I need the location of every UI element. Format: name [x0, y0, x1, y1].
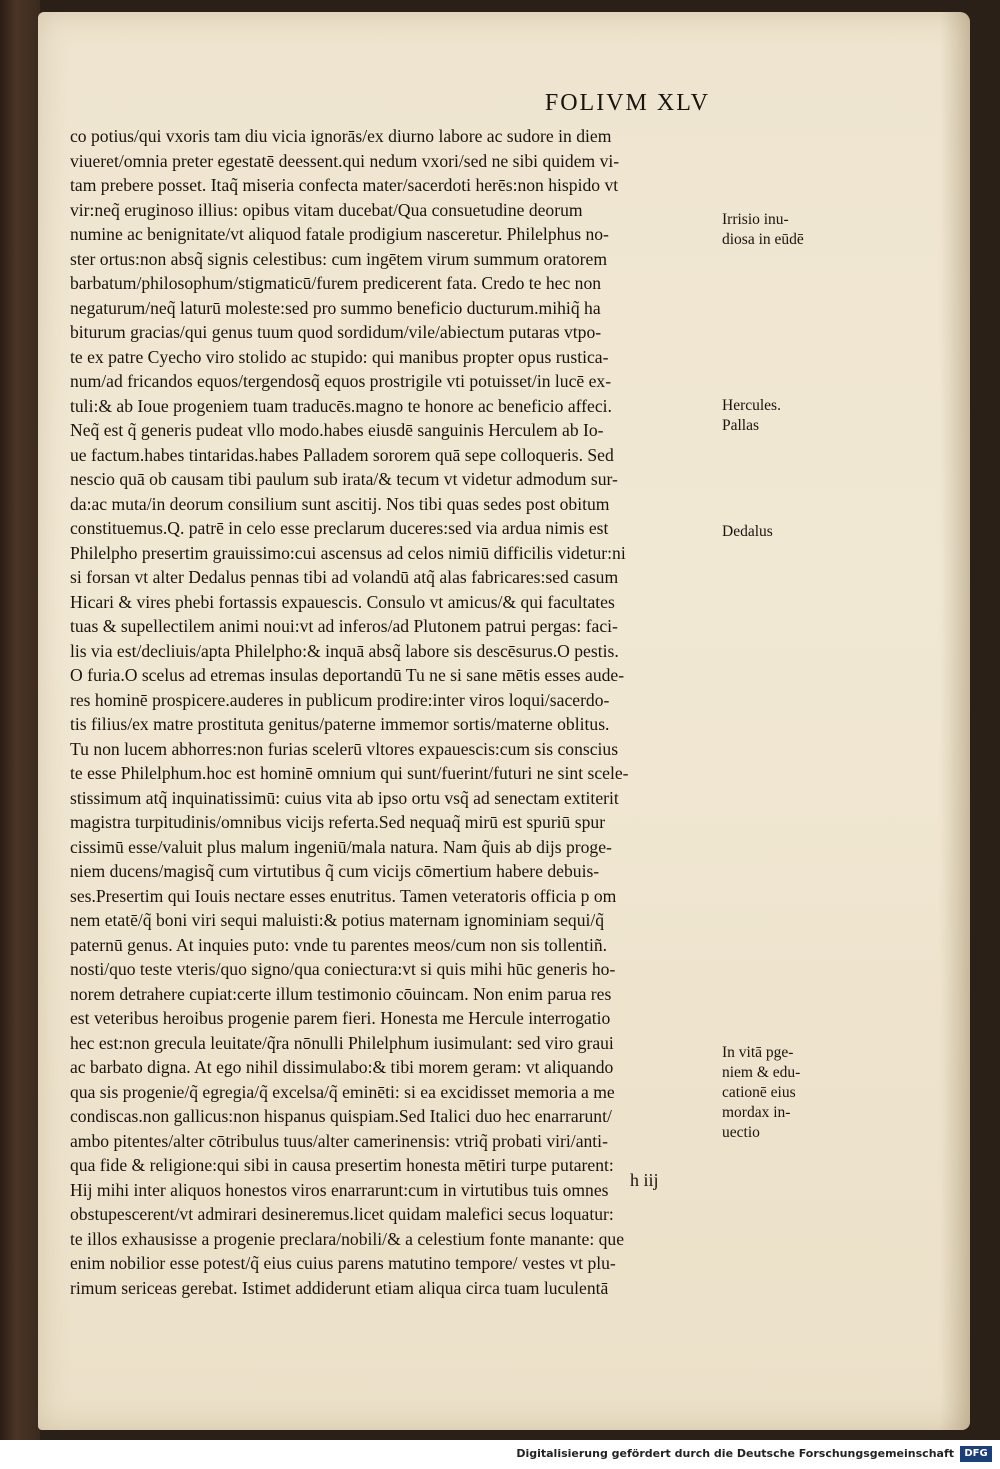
text-line: qua sis progenie/q̃ egregia/q̃ excelsa/q̃ eminēti: si ea excidisset memoria a me	[70, 1081, 615, 1102]
text-line: niem ducens/magisq̃ cum virtutibus q̃ cum vicijs cōmertium habere debuis-	[70, 861, 600, 881]
marginal-note-dedalus	[722, 522, 832, 542]
marginal-note-irrisio	[722, 210, 832, 250]
text-line: tam prebere posset. Itaq̃ miseria confecta mater/sacerdoti herēs:non hispido vt	[70, 175, 619, 195]
text-line: num/ad fricandos equos/tergendosq̃ equos prostrigile vti potuisset/in lucē ex-	[70, 371, 612, 391]
text-line: vir:neq̃ eruginoso illius: opibus vitam ducebat/Qua consuetudine deorum	[70, 199, 583, 220]
marginal-line: niem & edu-	[722, 1064, 801, 1081]
text-line: Hij mihi inter aliquos honestos viros enarrarunt:cum in virtutibus tuis omnes	[70, 1179, 609, 1200]
page-edge-shadow	[940, 12, 970, 1430]
text-line: lis via est/decliuis/apta Philelpho:& inquā absq̃ labore sis descēsurus.O pestis.	[70, 640, 619, 661]
text-line: negaturum/neq̃ laturū moleste:sed pro summo beneficio ducturum.mihiq̃ ha	[70, 297, 601, 318]
body-text	[70, 124, 718, 1300]
marginal-line: diosa in eūdē	[722, 231, 804, 248]
text-line: nem etatē/q̃ boni viri sequi maluisti:& potius maternam ignominiam sequi/q̃	[70, 910, 605, 930]
text-line: O furia.O scelus ad etremas insulas deportandū Tu ne si sane mētis esses aude-	[70, 665, 625, 685]
text-line: viueret/omnia preter egestatē deessent.qui nedum vxori/sed ne sibi quidem vi-	[70, 150, 620, 171]
marginal-line: uectio	[722, 1124, 760, 1141]
text-line: Tu non lucem abhorres:non furias scelerū vltores expauescis:cum sis conscius	[70, 738, 619, 759]
text-line: magistra turpitudinis/omnibus vicijs referta.Sed nequaq̃ mirū est spuriū spur	[70, 812, 606, 832]
text-line: te esse Philelphum.hoc est hominē omnium qui sunt/fuerint/futuri ne sint scele-	[70, 763, 629, 783]
text-line: enim nobilior esse potest/q̃ eius cuius parens matutino tempore/ vestes vt plu-	[70, 1253, 616, 1273]
marginal-line: Irrisio inu-	[722, 211, 789, 228]
dfg-logo-icon: DFG	[960, 1446, 992, 1462]
text-line: norem detrahere cupiat:certe illum testimonio cōuincam. Non enim parua res	[70, 983, 612, 1004]
text-line: co potius/qui vxoris tam diu vicia ignorās/ex diurno labore ac sudore in diem	[70, 126, 612, 146]
text-line: ses.Presertim qui Iouis nectare esses enutritus. Tamen veteratoris officia p om	[70, 885, 617, 906]
text-line: tuli:& ab Ioue progeniem tuam traducēs.magno te honore ac beneficio affeci.	[70, 395, 612, 416]
text-line: te illos exhausisse a progenie preclara/nobili/& a celestium fonte manante: que	[70, 1228, 625, 1249]
text-line: ambo pitentes/alter cōtribulus tuus/alter camerinensis: vtriq̃ probati viri/anti-	[70, 1130, 608, 1151]
marginal-line: mordax in-	[722, 1104, 791, 1121]
text-line: constituemus.Q. patrē in celo esse preclarum duceres:sed via ardua nimis est	[70, 518, 609, 538]
text-line: tuas & supellectilem animi noui:vt ad inferos/ad Plutonem patrui pergas: faci-	[70, 616, 618, 636]
text-line: res hominē prospicere.auderes in publicum prodire:inter viros loqui/sacerdo-	[70, 689, 610, 710]
text-line: ue factum.habes tintaridas.habes Palladem sororem quā sepe colloqueris. Sed	[70, 444, 614, 465]
text-line: condiscas.non gallicus:non hispanus quispiam.Sed Italici duo hec enarrarunt/	[70, 1106, 612, 1126]
book-cover-edge	[0, 0, 40, 1440]
text-line: obstupescerent/vt admirari desineremus.licet quidam malefici secus loquatur:	[70, 1204, 614, 1224]
marginal-line: cationē eius	[722, 1084, 796, 1101]
marginal-note-hercules	[722, 396, 832, 436]
text-line: te ex patre Cyecho viro stolido ac stupido: qui manibus propter opus rustica-	[70, 346, 609, 367]
text-line: nosti/quo teste vteris/quo signo/qua coniectura:vt si quis mihi hūc generis ho-	[70, 959, 616, 979]
text-line: numine ac benignitate/vt aliquod fatale prodigium nasceretur. Philelphus no-	[70, 224, 609, 244]
text-line: Philelpho presertim grauissimo:cui ascensus ad celos nimiū difficilis videtur:ni	[70, 542, 626, 563]
marginal-line: Hercules.	[722, 397, 781, 414]
marginal-line: Dedalus	[722, 523, 773, 540]
text-line: biturum gracias/qui genus tuum quod sordidum/vile/abiectum putaras vtpo-	[70, 322, 602, 342]
text-line: si forsan vt alter Dedalus pennas tibi ad volandū atq̃ alas fabricares:sed casum	[70, 567, 619, 587]
text-line: cissimū esse/valuit plus malum ingeniū/mala natura. Nam q̃uis ab dijs proge-	[70, 836, 612, 857]
marginal-line: In vitā pge-	[722, 1044, 794, 1061]
text-line: barbatum/philosophum/stigmaticū/furem predicerent fata. Credo te hec non	[70, 273, 602, 293]
text-line: Hicari & vires phebi fortassis expauescis. Consulo vt amicus/& qui facultates	[70, 591, 615, 612]
footer-funding-text: Digitalisierung gefördert durch die Deutsche Forschungsgemeinschaft	[516, 1447, 954, 1460]
text-line: paternū genus. At inquies puto: vnde tu parentes meos/cum non sis tollentiñ.	[70, 934, 608, 955]
text-line: ac barbato digna. At ego nihil dissimulabo:& tibi morem geram: vt aliquando	[70, 1057, 614, 1077]
text-line: tis filius/ex matre prostituta genitus/paterne immemor sortis/materne oblitus.	[70, 714, 610, 734]
text-line: da:ac muta/in deorum consilium sunt ascitij. Nos tibi quas sedes post obitum	[70, 493, 610, 514]
text-line: Neq̃ est q̃ generis pudeat vllo modo.habes eiusdē sanguinis Herculem ab Io-	[70, 420, 604, 440]
text-line: qua fide & religione:qui sibi in causa presertim honesta mētiri turpe putarent:	[70, 1155, 614, 1175]
text-line: ster ortus:non absq̃ signis celestibus: cum ingētem virum summum oratorem	[70, 248, 608, 269]
text-line: stissimum atq̃ inquinatissimū: cuius vita ab ipso ortu vsq̃ ad senectam extiterit	[70, 787, 619, 808]
folio-header: FOLIVM XLV	[544, 90, 710, 116]
text-line: rimum sericeas gerebat. Istimet addiderunt etiam aliqua circa tuam luculentā	[70, 1277, 609, 1298]
marginal-line: Pallas	[722, 417, 760, 434]
text-line: nescio quā ob causam tibi paulum sub irata/& tecum vt videtur admodum sur-	[70, 469, 618, 489]
text-line: hec est:non grecula leuitate/q̃ra nōnulli Philelphum iusimulant: sed viro graui	[70, 1032, 614, 1053]
text-line: est veteribus heroibus progenie parem fieri. Honesta me Hercule interrogatio	[70, 1008, 611, 1028]
footer-bar	[0, 1440, 1000, 1469]
marginal-note-in-vitam	[722, 1043, 832, 1143]
signature-mark: h iij	[630, 1170, 659, 1190]
